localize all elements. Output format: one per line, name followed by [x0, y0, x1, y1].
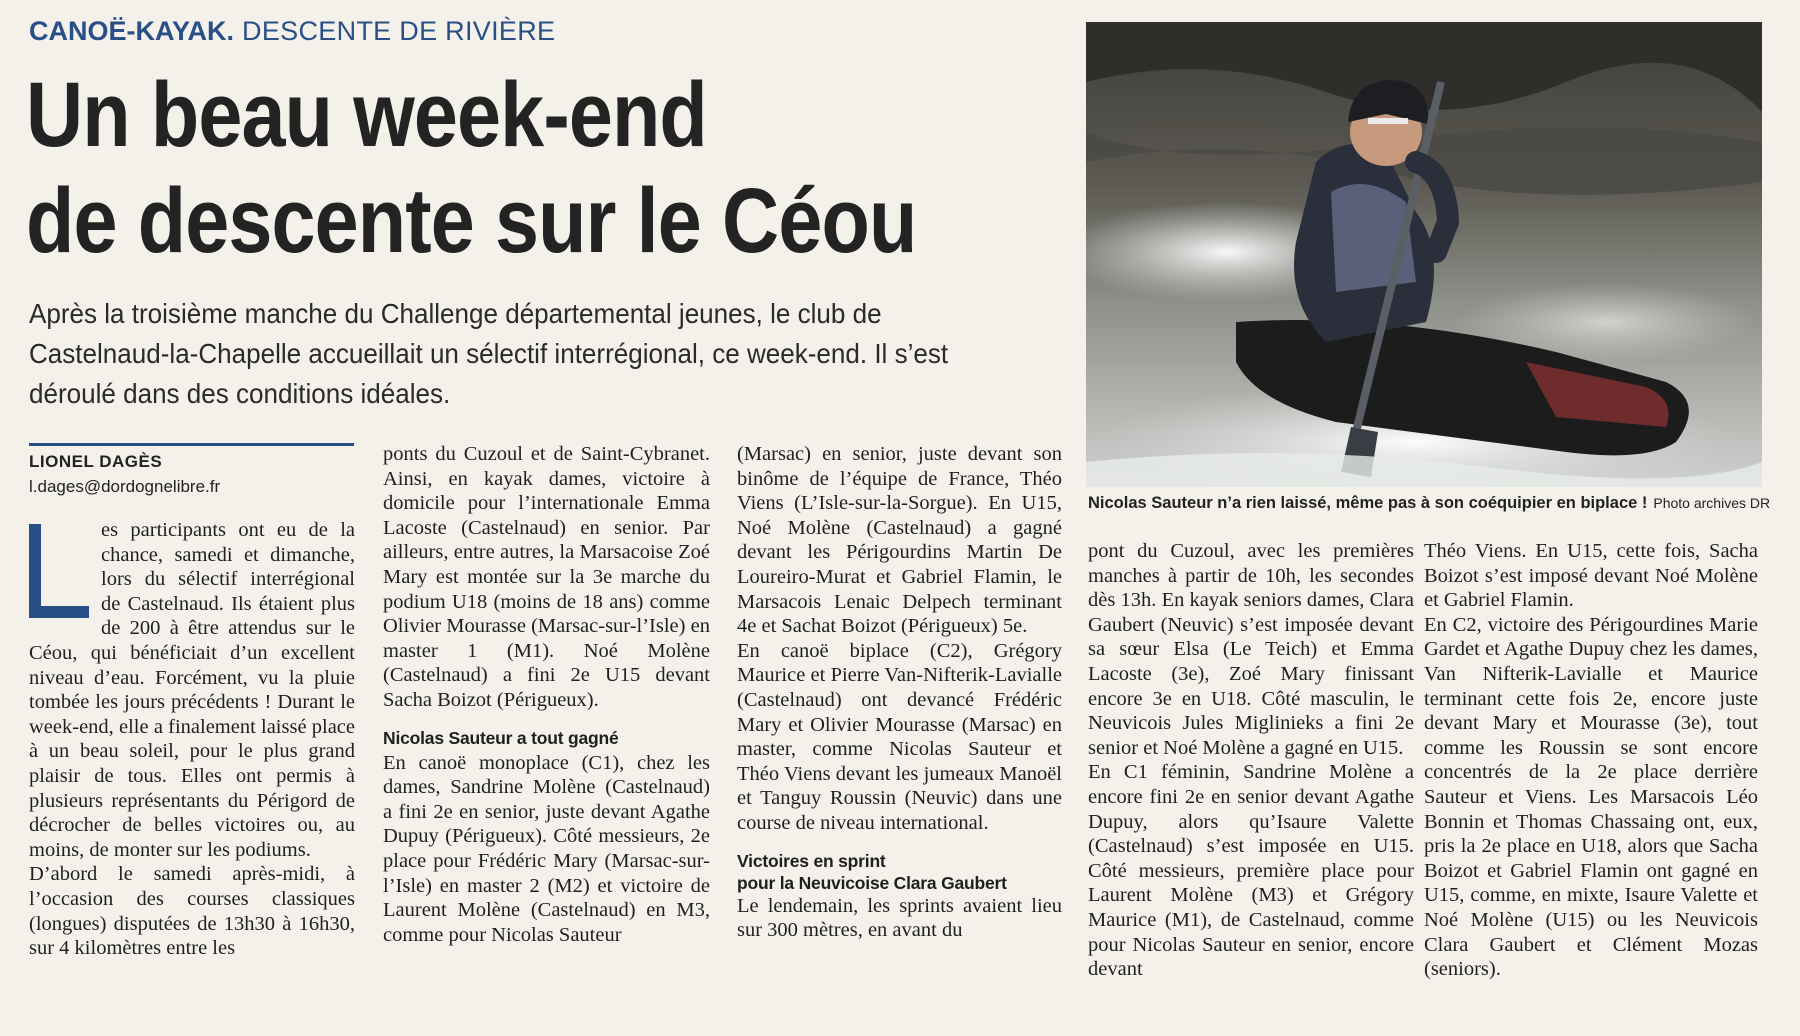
- caption-text: Nicolas Sauteur n’a rien laissé, même pas à son coéquipier en biplace !: [1088, 494, 1648, 512]
- article-column-1: [29, 518, 355, 961]
- article-column-3: [737, 442, 1062, 943]
- subheading: Nicolas Sauteur a tout gagné: [383, 727, 619, 748]
- article-headline: [26, 62, 929, 274]
- paragraph: D’abord le samedi après-midi, à l’occasion des courses classiques (longues) disputées de 13h30 à 16h30, sur 4 kilomètres entre les: [29, 863, 355, 960]
- dropcap-ornament: [29, 524, 91, 618]
- paragraph: En C2, victoire des Périgourdines Marie Gardet et Agathe Dupuy chez les dames, Van Nifterik-Lavialle et Maurice terminant cette fois 2e, encore juste devant Mary et Mourasse (3e), tout comme les Roussin se sont encore concentrés de la 2e place derrière Sauteur et Viens. Les Marsacois Léo Bonnin et Thomas Chassaing ont, eux, pris la 2e place en U18, alors que Sacha Boizot et Gabriel Flamin ont gagné en U15, comme, en mixte, Isaure Valette et Noé Molène (U15) ou les Neuvicois Clara Gaubert et Clément Mozas (seniors).: [1424, 613, 1758, 981]
- canoeist-photo-illustration: [1086, 22, 1762, 487]
- paragraph: (Marsac) en senior, juste devant son binôme de l’équipe de France, Théo Viens (L’Isle-sur-la-Sorgue). En U15, Noé Molène (Castelnaud) a gagné devant les Périgourdins Martin De Loureiro-Murat et Gabriel Flamin, le Marsacois Lenaic Delpech terminant 4e et Sachat Boizot (Périgueux) 5e.: [737, 443, 1062, 638]
- paragraph: En canoë biplace (C2), Grégory Maurice et Pierre Van-Nifterik-Lavialle (Castelnaud) ont devancé Frédéric Mary et Olivier Mourasse (Marsac) en master, comme Nicolas Sauteur et Théo Viens devant les jumeaux Manoël et Tanguy Roussin (Neuvic) dans une course de niveau international.: [737, 639, 1062, 834]
- rubric-category: CANOË-KAYAK.: [29, 16, 235, 46]
- paragraph: Le lendemain, les sprints avaient lieu sur 300 mètres, en avant du: [737, 894, 1062, 942]
- headline-line-1: Un beau week-end: [26, 64, 707, 166]
- section-rubric: [29, 14, 555, 48]
- headline-line-2: de descente sur le Céou: [26, 170, 917, 272]
- article-standfirst: Après la troisième manche du Challenge départemental jeunes, le club de Castelnaud-la-Chapelle accueillait un sélectif interrégional, ce week-end. Il s’est déroulé dans des conditions idéales.: [29, 298, 949, 409]
- article-column-5: [1424, 539, 1758, 982]
- rubric-subcategory: DESCENTE DE RIVIÈRE: [242, 16, 556, 46]
- photo-caption: [1088, 494, 1771, 513]
- photo-credit: Photo archives DR: [1653, 495, 1771, 511]
- byline-email: l.dages@dordognelibre.fr: [29, 477, 221, 496]
- article-column-2: [383, 442, 710, 947]
- subheading-line-1: Victoires en sprint: [737, 850, 886, 871]
- paragraph: Théo Viens. En U15, cette fois, Sacha Boizot s’est imposé devant Noé Molène et Gabriel Flamin.: [1424, 540, 1758, 612]
- paragraph: es participants ont eu de la chance, samedi et dimanche, lors du sélectif interrégional de Castelnaud. Ils étaient plus de 200 à être attendus sur le Céou, qui bénéficiait d’un excellent niveau d’eau. Forcément, vu la pluie tombée les jours précédents ! Durant le week-end, elle a finalement laissé place à un beau soleil, pour le plus grand plaisir de tous. Elles ont permis à plusieurs représentants du Périgord de décrocher de belles victoires ou, au moins, de monter sur les podiums.: [29, 519, 355, 861]
- article-photo: [1086, 22, 1762, 487]
- paragraph: ponts du Cuzoul et de Saint-Cybranet. Ainsi, en kayak dames, victoire à domicile pour l’internationale Emma Lacoste (Castelnaud) en senior. Par ailleurs, entre autres, la Marsacoise Zoé Mary est montée sur la 3e marche du podium U18 (moins de 18 ans) comme Olivier Mourasse (Marsac-sur-l’Isle) en master 1 (M1). Noé Molène (Castelnaud) a fini 2e U15 devant Sacha Boizot (Périgueux).: [383, 443, 710, 711]
- article-column-4: [1088, 539, 1414, 982]
- paragraph: pont du Cuzoul, avec les premières manches à partir de 10h, les secondes dès 13h. En kayak seniors dames, Clara Gaubert (Neuvic) s’est imposée devant sa sœur Elsa (Le Teich) et Emma Lacoste (3e), Zoé Mary finissant encore 3e en U18. Côté masculin, le Neuvicois Jules Miglinieks a fini 2e senior et Noé Molène a gagné en U15.: [1088, 540, 1414, 759]
- subheading-line-2: pour la Neuvicoise Clara Gaubert: [737, 872, 1007, 893]
- subheading: [737, 850, 1062, 894]
- byline-rule: [29, 443, 354, 446]
- paragraph: En canoë monoplace (C1), chez les dames, Sandrine Molène (Castelnaud) a fini 2e en senior, juste devant Agathe Dupuy (Périgueux). Côté messieurs, 2e place pour Frédéric Mary (Marsac-sur-l’Isle) en master 2 (M2) et victoire de Laurent Molène (Castelnaud) en M3, comme pour Nicolas Sauteur: [383, 751, 710, 946]
- byline-author: LIONEL DAGÈS: [29, 452, 163, 471]
- paragraph: En C1 féminin, Sandrine Molène a encore fini 2e en senior devant Agathe Dupuy, alors qu’Isaure Valette (Castelnaud) s’est imposée en U15. Côté messieurs, première place pour Laurent Molène (M3) et Grégory Maurice (M1), de Castelnaud, comme pour Nicolas Sauteur en senior, encore devant: [1088, 761, 1414, 981]
